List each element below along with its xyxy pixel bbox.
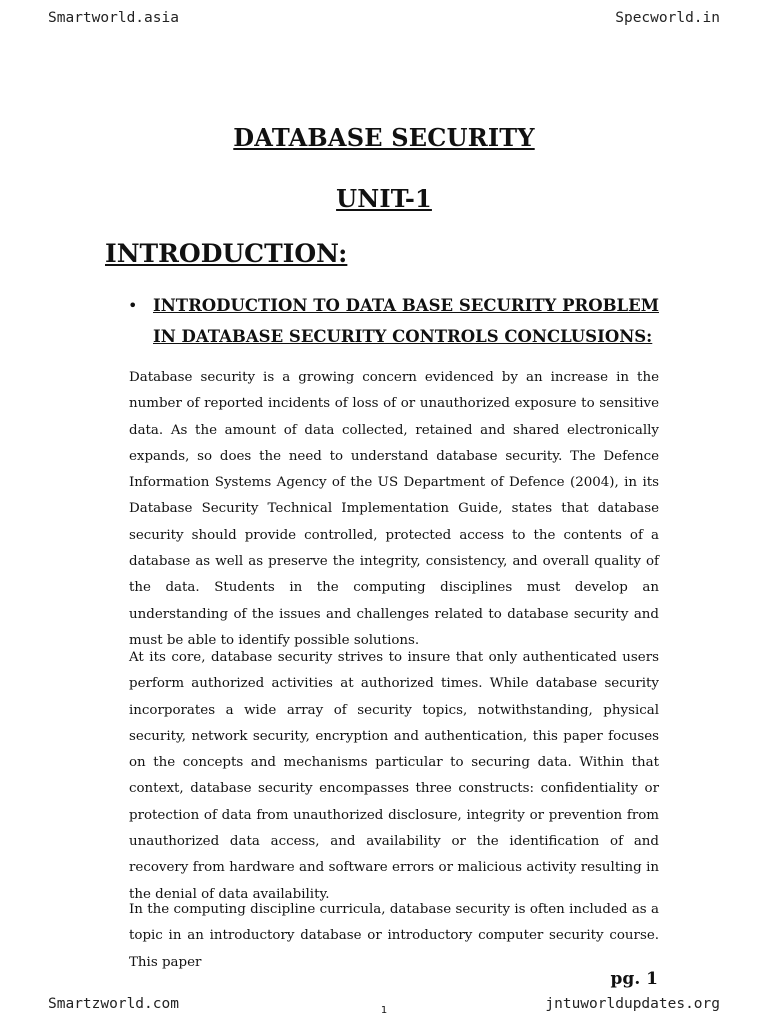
header-right-site: Specworld.in [615, 10, 720, 26]
bullet-marker: • [128, 296, 138, 315]
header-left-site: Smartworld.asia [48, 10, 179, 26]
footer-right-site: jntuworldupdates.org [545, 996, 720, 1012]
body-paragraph-1: Database security is a growing concern evidenced by an increase in the number of reported incidents of loss of or unauthorized exposure to sensitive data. As the amount of data collected, retained and shared electronically expands, so does the need to understand database security. The Defence Information Systems Agency of the US Department of Defence (2004), in its Database Security Technical Implementation Guide, states that database security should provide controlled, protected access to the contents of a database as well as preserve the integrity, consistency, and overall quality of the data. Students in the computing disciplines must develop an understanding of the issues and challenges related to database security and must be able to identify possible solutions. [129, 370, 659, 648]
body-paragraph-3: In the computing discipline curricula, database security is often included as a topic in an introductory database or introductory computer security course. This paper [129, 902, 659, 970]
document-title: DATABASE SECURITY [233, 123, 535, 152]
footer-left-site: Smartzworld.com [48, 996, 179, 1012]
unit-heading: UNIT-1 [336, 184, 432, 213]
page-number: 1 [380, 1005, 388, 1016]
bullet-heading: INTRODUCTION TO DATA BASE SECURITY PROBLEM IN DATABASE SECURITY CONTROLS CONCLUSIONS: [153, 296, 659, 346]
page-label: pg. 1 [610, 969, 658, 989]
section-heading: INTRODUCTION: [105, 239, 348, 268]
body-paragraph-2: At its core, database security strives to insure that only authenticated users perform authorized activities at authorized times. While database security incorporates a wide array of security topics, notwithstanding, physical security, network security, encryption and authentication, this paper focuses on the concepts and mechanisms particular to securing data. Within that context, database security encompasses three constructs: confidentiality or protection of data from unauthorized disclosure, integrity or prevention from unauthorized data access, and availability or the identification of and recovery from hardware and software errors or malicious activity resulting in the denial of data availability. [129, 650, 659, 902]
